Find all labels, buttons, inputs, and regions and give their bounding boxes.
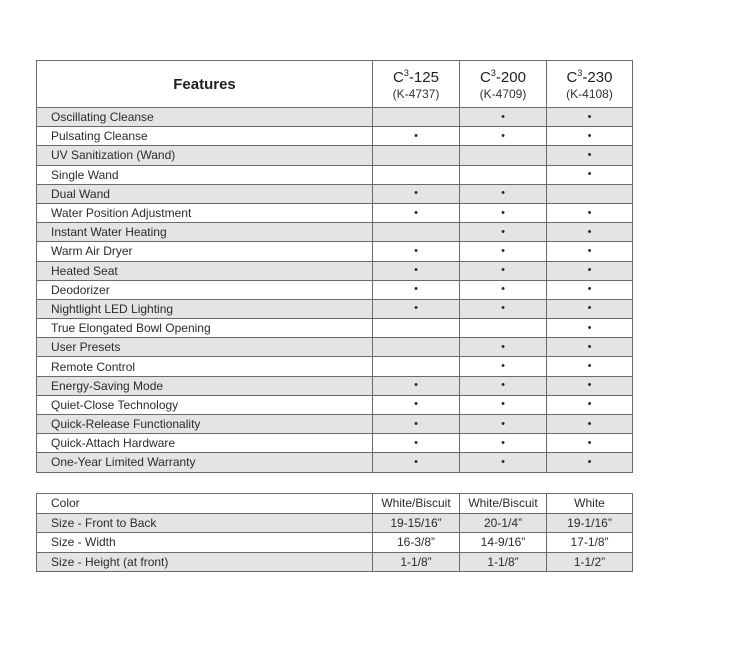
feature-bullet: • [460,280,547,299]
feature-row [37,280,633,299]
feature-bullet: • [373,453,460,472]
specs-body [37,494,633,572]
spec-value: 14-9/16” [460,533,547,553]
feature-bullet: • [547,127,633,146]
spec-value: 20-1/4” [460,513,547,533]
feature-bullet: • [460,453,547,472]
feature-row [37,242,633,261]
feature-row [37,434,633,453]
feature-bullet: • [547,376,633,395]
feature-bullet: • [460,223,547,242]
spec-row [37,552,633,572]
specs-table [36,493,633,572]
model-header-c3-125 [373,61,460,108]
feature-bullet: • [547,415,633,434]
feature-row [37,127,633,146]
feature-empty-cell [373,108,460,127]
feature-bullet: • [460,395,547,414]
feature-bullet: • [460,434,547,453]
feature-bullet: • [547,165,633,184]
model-code: (K-4737) [392,86,440,101]
feature-bullet: • [547,108,633,127]
feature-bullet: • [373,184,460,203]
feature-bullet: • [373,280,460,299]
feature-label: Energy-Saving Mode [37,376,373,395]
feature-bullet: • [547,203,633,222]
feature-bullet: • [460,357,547,376]
feature-bullet: • [373,127,460,146]
feature-empty-cell [460,319,547,338]
feature-empty-cell [373,319,460,338]
feature-bullet: • [460,261,547,280]
model-code: (K-4108) [566,86,613,101]
feature-empty-cell [373,357,460,376]
features-header-row [37,61,633,108]
spec-value: White [547,494,633,514]
features-heading: Features [37,61,373,108]
feature-label: Remote Control [37,357,373,376]
feature-label: Water Position Adjustment [37,203,373,222]
feature-label: Quiet-Close Technology [37,395,373,414]
feature-bullet: • [460,299,547,318]
feature-empty-cell [373,338,460,357]
feature-row [37,299,633,318]
feature-bullet: • [547,261,633,280]
feature-bullet: • [547,280,633,299]
model-header-c3-200 [460,61,547,108]
feature-row [37,395,633,414]
feature-row [37,108,633,127]
feature-bullet: • [373,395,460,414]
feature-row [37,453,633,472]
spec-row [37,494,633,514]
feature-bullet: • [373,203,460,222]
feature-bullet: • [373,242,460,261]
spec-value: 1-1/2” [547,552,633,572]
feature-label: Deodorizer [37,280,373,299]
spec-value: White/Biscuit [460,494,547,514]
feature-label: User Presets [37,338,373,357]
feature-label: Heated Seat [37,261,373,280]
spec-label: Size - Front to Back [37,513,373,533]
spec-value: 16-3/8” [373,533,460,553]
feature-bullet: • [547,338,633,357]
feature-bullet: • [547,434,633,453]
feature-row [37,203,633,222]
feature-bullet: • [460,203,547,222]
spec-value: 19-1/16” [547,513,633,533]
feature-bullet: • [460,127,547,146]
spec-row [37,533,633,553]
feature-bullet: • [373,376,460,395]
feature-bullet: • [547,357,633,376]
feature-label: Pulsating Cleanse [37,127,373,146]
feature-bullet: • [547,453,633,472]
feature-empty-cell [547,184,633,203]
feature-bullet: • [460,108,547,127]
feature-bullet: • [373,415,460,434]
feature-row [37,319,633,338]
feature-row [37,415,633,434]
features-table [36,60,633,473]
feature-bullet: • [373,434,460,453]
feature-bullet: • [373,299,460,318]
spec-value: 1-1/8” [460,552,547,572]
feature-label: Oscillating Cleanse [37,108,373,127]
spec-label: Color [37,494,373,514]
feature-row [37,357,633,376]
feature-bullet: • [460,376,547,395]
feature-label: Quick-Attach Hardware [37,434,373,453]
feature-row [37,376,633,395]
spec-label: Size - Width [37,533,373,553]
feature-empty-cell [373,223,460,242]
feature-row [37,261,633,280]
feature-label: UV Sanitization (Wand) [37,146,373,165]
model-header-c3-230 [547,61,633,108]
feature-bullet: • [547,223,633,242]
spec-value: 17-1/8” [547,533,633,553]
feature-row [37,165,633,184]
feature-bullet: • [460,338,547,357]
feature-empty-cell [460,146,547,165]
feature-bullet: • [547,395,633,414]
model-name: $C^3-230$ [566,67,613,86]
feature-label: Instant Water Heating [37,223,373,242]
model-code: (K-4709) [479,86,527,101]
feature-empty-cell [373,146,460,165]
feature-row [37,146,633,165]
spec-row [37,513,633,533]
feature-label: True Elongated Bowl Opening [37,319,373,338]
feature-bullet: • [547,319,633,338]
model-name: $C^3-125$ [393,67,439,86]
feature-row [37,338,633,357]
feature-label: One-Year Limited Warranty [37,453,373,472]
spec-value: 1-1/8” [373,552,460,572]
spec-value: 19-15/16” [373,513,460,533]
feature-bullet: • [460,242,547,261]
features-body [37,108,633,473]
feature-label: Nightlight LED Lighting [37,299,373,318]
spec-label: Size - Height (at front) [37,552,373,572]
feature-bullet: • [547,242,633,261]
feature-label: Single Wand [37,165,373,184]
feature-row [37,184,633,203]
feature-empty-cell [460,165,547,184]
feature-bullet: • [460,415,547,434]
feature-label: Quick-Release Functionality [37,415,373,434]
feature-bullet: • [373,261,460,280]
feature-empty-cell [373,165,460,184]
feature-label: Dual Wand [37,184,373,203]
feature-bullet: • [547,299,633,318]
feature-row [37,223,633,242]
feature-bullet: • [460,184,547,203]
spec-value: White/Biscuit [373,494,460,514]
model-name: $C^3-200$ [480,67,526,86]
feature-label: Warm Air Dryer [37,242,373,261]
feature-bullet: • [547,146,633,165]
